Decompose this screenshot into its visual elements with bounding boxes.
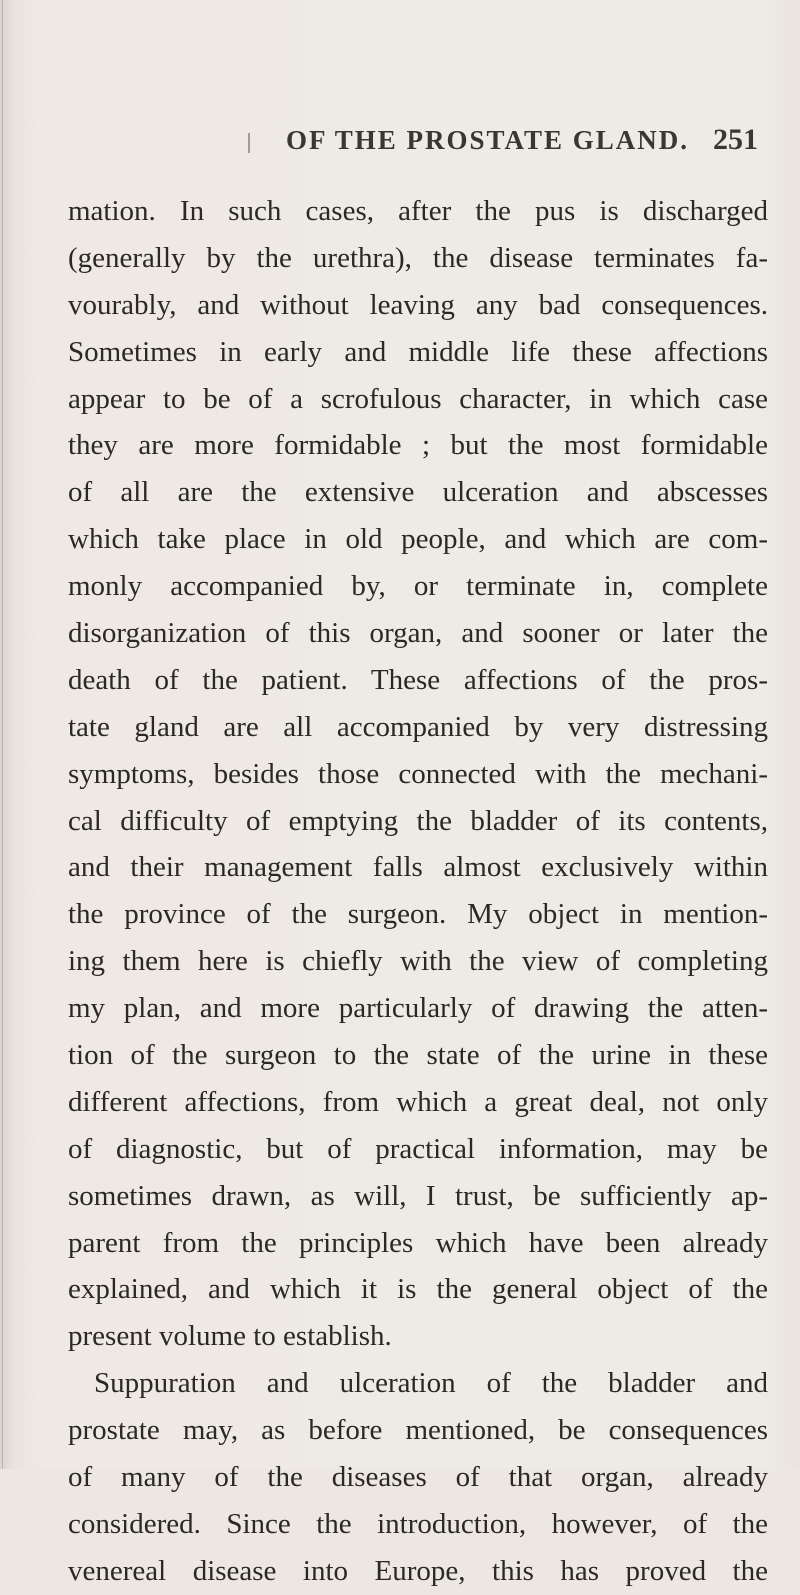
text-line: parent from the principles which have been already [68, 1226, 768, 1259]
text-line: tate gland are all accompanied by very distressing [68, 710, 768, 743]
text-line: venereal disease into Europe, this has proved the [68, 1554, 768, 1587]
text-line: which take place in old people, and which are com- [68, 523, 768, 556]
text-line: and their management falls almost exclusively within [68, 851, 768, 884]
text-line: ing them here is chiefly with the view of completing [68, 945, 768, 978]
page-number: 251 [713, 123, 758, 156]
text-line: of all are the extensive ulceration and abscesses [68, 476, 768, 509]
text-line: monly accompanied by, or terminate in, complete [68, 570, 768, 603]
text-line: symptoms, besides those connected with the mechani- [68, 757, 768, 790]
text-line: considered. Since the introduction, however, of the [68, 1507, 768, 1540]
text-line: (generally by the urethra), the disease terminates fa- [68, 241, 768, 274]
page-header [0, 125, 800, 165]
text-line: of many of the diseases of that organ, already [68, 1461, 768, 1494]
text-line: of diagnostic, but of practical information, may be [68, 1132, 768, 1165]
text-line: appear to be of a scrofulous character, in which case [68, 382, 768, 415]
page-edge [2, 0, 3, 1469]
running-head: OF THE PROSTATE GLAND. [286, 125, 690, 155]
header-mark [248, 133, 250, 153]
text-line: explained, and which it is the general object of the [68, 1273, 768, 1306]
text-line: death of the patient. These affections of the pros- [68, 663, 768, 696]
body-text [68, 188, 768, 1595]
text-line: they are more formidable ; but the most formidable [68, 429, 768, 462]
text-line: disorganization of this organ, and sooner or later the [68, 617, 768, 650]
paragraph-end-line: present volume to establish. [68, 1320, 392, 1353]
text-line: Sometimes in early and middle life these affections [68, 335, 768, 368]
text-line: tion of the surgeon to the state of the urine in these [68, 1039, 768, 1072]
text-line: different affections, from which a great deal, not only [68, 1085, 768, 1118]
text-line: mation. In such cases, after the pus is discharged [68, 195, 768, 227]
text-line: prostate may, as before mentioned, be consequences [68, 1414, 768, 1447]
text-line: the province of the surgeon. My object in mention- [68, 898, 768, 931]
text-line: sometimes drawn, as will, I trust, be sufficiently ap- [68, 1179, 768, 1212]
text-line: my plan, and more particularly of drawing the atten- [68, 992, 768, 1025]
paragraph-start-line: Suppuration and ulceration of the bladder and [94, 1367, 768, 1400]
text-line: vourably, and without leaving any bad consequences. [68, 288, 768, 321]
text-line: cal difficulty of emptying the bladder of its contents, [68, 804, 768, 837]
